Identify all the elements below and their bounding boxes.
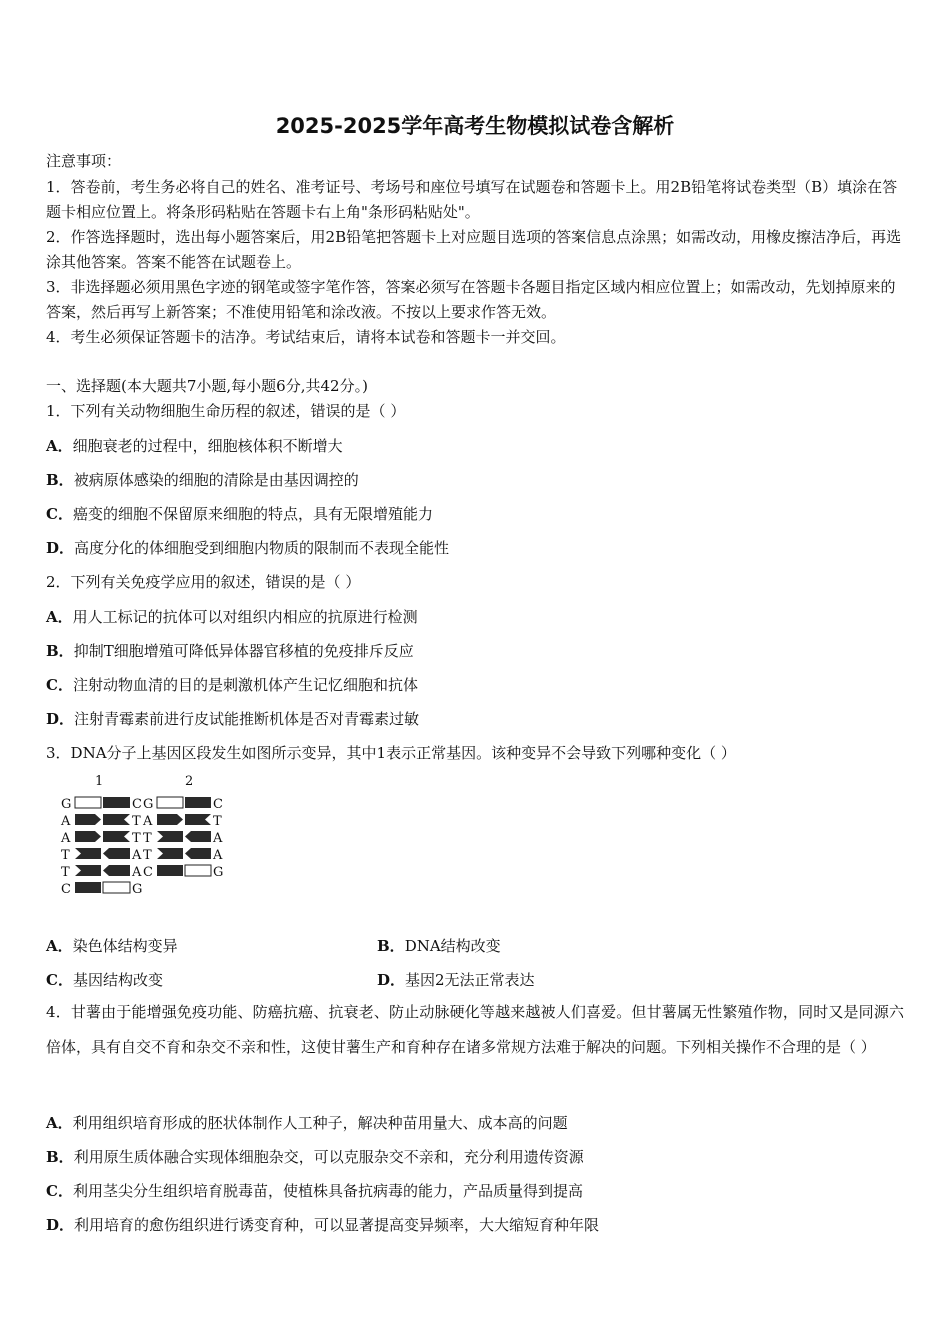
option-label: A． (46, 608, 73, 626)
gene-2-pair-4-left (157, 848, 183, 859)
gene-2-pair-1-left (157, 797, 183, 808)
gene-1-label: 1 (95, 774, 104, 789)
notice-item-4: 4．考生必须保证答题卡的洁净。考试结束后，请将本试卷和答题卡一并交回。 (46, 328, 566, 346)
gene-1-left-base-6: C (61, 882, 71, 897)
option-text: 基因结构改变 (72, 971, 163, 989)
option-text: 染色体结构变异 (72, 937, 178, 955)
gene-1-pair-4-left (75, 848, 101, 859)
gene-1-right-base-6: G (132, 882, 143, 897)
question-2-option-c (46, 674, 418, 695)
option-text: 被病原体感染的细胞的清除是由基因调控的 (73, 471, 359, 489)
option-label: A． (46, 1114, 73, 1132)
gene-1-left-letters (60, 797, 71, 897)
notice-item-1: 1．答卷前，考生务必将自己的姓名、准考证号、考场号和座位号填写在试题卷和答题卡上。用2B铅笔将试卷类型（B）填涂在答题卡相应位置上。将条形码粘贴在答题卡右上角"条形码粘贴处"。 (46, 178, 898, 221)
gene-2-pair-5-right (185, 865, 211, 876)
option-text: 注射青霉素前进行皮试能推断机体是否对青霉素过敏 (74, 710, 420, 728)
gene-2-pair-5-left (157, 865, 183, 876)
gene-1-right-base-3: T (132, 831, 141, 846)
page-title: 2025-2025学年高考生物模拟试卷含解析 (275, 114, 675, 138)
gene-2-pair-2-right (185, 814, 211, 825)
option-text: 利用茎尖分生组织培育脱毒苗，使植株具备抗病毒的能力，产品质量得到提高 (72, 1182, 583, 1200)
gene-2-right-base-3: A (213, 831, 223, 846)
option-text: 基因2无法正常表达 (405, 971, 535, 989)
question-3-option-b (377, 935, 501, 956)
option-text: 注射动物血清的目的是刺激机体产生记忆细胞和抗体 (72, 676, 418, 694)
gene-2-left-base-5: C (143, 865, 153, 880)
gene-2-left-base-2: A (143, 814, 153, 829)
gene-1-pair-5-right (103, 865, 130, 876)
option-text: 利用组织培育形成的胚状体制作人工种子，解决种苗用量大、成本高的问题 (72, 1114, 568, 1132)
gene-2-right-base-4: A (213, 848, 223, 863)
gene-2-pair-3-right (185, 831, 211, 842)
question-4-stem: 4．甘薯由于能增强免疫功能、防癌抗癌、抗衰老、防止动脉硬化等越来越被人们喜爱。但甘薯属无性繁殖作物，同时又是同源六倍体，具有自交不育和杂交不亲和性，这使甘薯生产和育种存在诸多常规方法难于解决的问题。下列相关操作不合理的是（ ） (46, 1003, 904, 1056)
option-label: D． (46, 1216, 75, 1234)
option-text: 利用原生质体融合实现体细胞杂交，可以克服杂交不亲和，充分利用遗传资源 (73, 1148, 584, 1166)
gene-2-left-base-3: T (143, 831, 152, 846)
gene-2-label: 2 (185, 774, 194, 789)
option-label: C． (46, 1182, 73, 1200)
option-label: B． (46, 471, 74, 489)
option-label: B． (46, 1148, 74, 1166)
gene-2-left-base-1: G (143, 797, 154, 812)
gene-1-pair-6-right (103, 882, 130, 893)
question-2-option-b (46, 640, 414, 661)
gene-2-pair-3-left (157, 831, 183, 842)
gene-1-left-base-1: G (61, 797, 72, 812)
question-3-option-d (377, 969, 535, 990)
gene-1-pair-3-left (75, 831, 101, 842)
question-2-option-a (46, 606, 418, 627)
gene-1-pair-2-right (103, 814, 130, 825)
gene-1-pair-4-right (103, 848, 130, 859)
gene-1-left-base-3: A (61, 831, 71, 846)
option-label: A． (46, 437, 73, 455)
option-label: D． (377, 971, 406, 989)
section-heading: 一、选择题(本大题共7小题,每小题6分,共42分。) (46, 377, 368, 395)
gene-1-right-base-4: A (132, 848, 142, 863)
option-text: 抑制T细胞增殖可降低异体器官移植的免疫排斥反应 (73, 642, 414, 660)
option-label: C． (46, 676, 73, 694)
gene-2-pair-1-right (185, 797, 211, 808)
option-label: B． (377, 937, 405, 955)
gene-2-left-letters (142, 797, 153, 880)
question-1-option-b (46, 469, 359, 490)
gene-1-right-base-2: T (132, 814, 141, 829)
notice-item-2: 2．作答选择题时，选出每小题答案后，用2B铅笔把答题卡上对应题目选项的答案信息点涂黑；如需改动，用橡皮擦洁净后，再选涂其他答案。答案不能答在试题卷上。 (46, 228, 902, 271)
question-1-option-d (46, 537, 449, 558)
option-label: B． (46, 642, 74, 660)
dna-mutation-figure (55, 772, 245, 897)
gene-1-left-base-2: A (61, 814, 71, 829)
gene-1-pair-2-left (75, 814, 101, 825)
question-1-stem: 1．下列有关动物细胞生命历程的叙述，错误的是（ ） (46, 402, 406, 420)
gene-1-pair-3-right (103, 831, 130, 842)
gene-1-pair-1-left (75, 797, 101, 808)
gene-1-pair-5-left (75, 865, 101, 876)
option-label: D． (46, 539, 75, 557)
notice-item-3: 3．非选择题必须用黑色字迹的钢笔或签字笔作答，答案必须写在答题卡各题目指定区域内相应位置上；如需改动，先划掉原来的答案，然后再写上新答案；不准使用铅笔和涂改液。不按以上要求作答无效。 (46, 278, 896, 321)
gene-2-pair-2-left (157, 814, 183, 825)
question-2-stem: 2．下列有关免疫学应用的叙述，错误的是（ ） (46, 573, 361, 591)
option-text: 癌变的细胞不保留原来细胞的特点，具有无限增殖能力 (72, 505, 433, 523)
gene-2-right-base-5: G (213, 865, 224, 880)
gene-1-right-letters (131, 797, 142, 897)
gene-1-pair-1-right (103, 797, 130, 808)
option-text: DNA结构改变 (404, 937, 501, 955)
question-1-option-c (46, 503, 433, 524)
question-4-option-c (46, 1180, 583, 1201)
question-4-option-a (46, 1112, 568, 1133)
option-text: 细胞衰老的过程中，细胞核体积不断增大 (72, 437, 343, 455)
option-label: C． (46, 971, 73, 989)
gene-2-right-base-2: T (213, 814, 222, 829)
gene-2-right-base-1: C (213, 797, 223, 812)
gene-2-left-base-4: T (143, 848, 152, 863)
question-2-option-d (46, 708, 419, 729)
option-label: C． (46, 505, 73, 523)
option-text: 利用培育的愈伤组织进行诱变育种，可以显著提高变异频率，大大缩短育种年限 (74, 1216, 600, 1234)
gene-1-pair-6-left (75, 882, 101, 893)
option-text: 用人工标记的抗体可以对组织内相应的抗原进行检测 (72, 608, 418, 626)
gene-1-right-base-1: C (132, 797, 142, 812)
notice-heading: 注意事项： (46, 152, 122, 170)
gene-2-right-letters (212, 797, 223, 880)
gene-1-right-base-5: A (132, 865, 142, 880)
gene-1-left-base-5: T (61, 865, 70, 880)
gene-2-pair-4-right (185, 848, 211, 859)
question-4-option-b (46, 1146, 584, 1167)
question-1-option-a (46, 435, 343, 456)
question-3-option-c (46, 969, 163, 990)
option-label: A． (46, 937, 73, 955)
option-label: D． (46, 710, 75, 728)
question-3-option-a (46, 935, 178, 956)
question-3-stem: 3．DNA分子上基因区段发生如图所示变异，其中1表示正常基因。该种变异不会导致下列哪种变化（ ） (46, 744, 736, 762)
question-4-option-d (46, 1214, 599, 1235)
option-text: 高度分化的体细胞受到细胞内物质的限制而不表现全能性 (74, 539, 450, 557)
gene-1-left-base-4: T (61, 848, 70, 863)
